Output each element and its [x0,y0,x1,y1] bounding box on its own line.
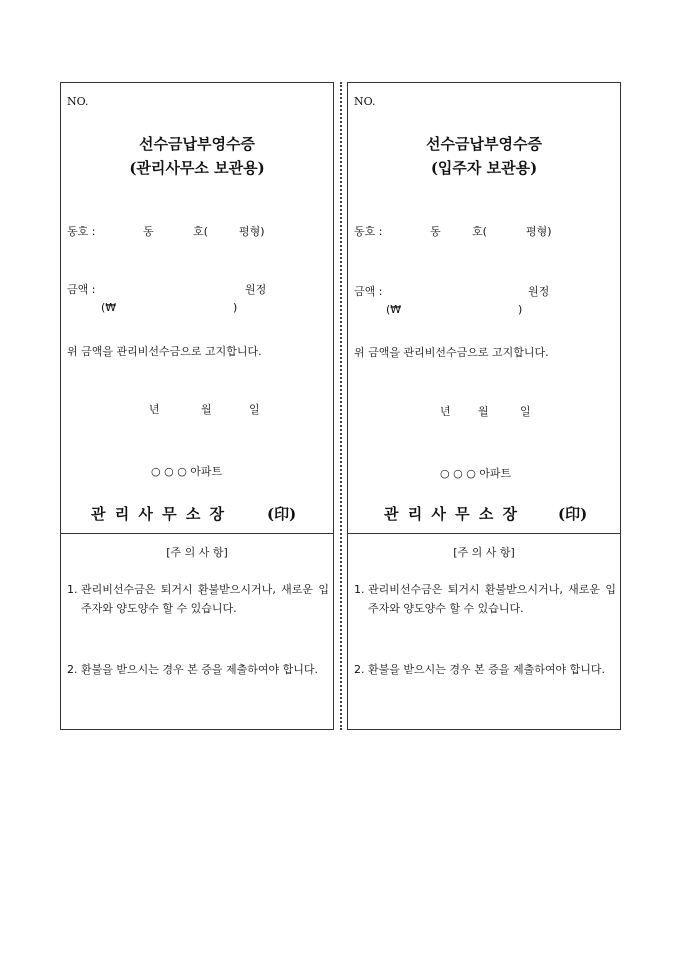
amount-label: 금액 : [67,283,96,296]
date-day: 일 [520,405,531,418]
manager-title: 관 리 사 무 소 장 [91,505,227,523]
ho-label: 호( [193,225,208,238]
date-year: 년 [440,405,451,418]
amount-label: 금액 : [354,285,383,298]
receipt-number-label: NO. [354,95,376,108]
area-label: 평형) [239,225,265,238]
receipt-body [348,83,620,533]
receipt-subtitle: (입주자 보관용) [430,159,538,177]
won-open: (₩ [101,301,117,314]
statement-text: 위 금액을 관리비선수금으로 고지합니다. [354,346,549,359]
date-month: 월 [201,403,212,416]
area-label: 평형) [526,225,552,238]
receipt-title: 선수금납부영수증 [426,135,542,153]
note-number: 2. [354,663,365,676]
notes-section [61,534,333,730]
won-open: (₩ [386,303,402,316]
date-day: 일 [249,403,260,416]
apartment-name: ○ ○ ○ 아파트 [151,465,223,478]
dong-label: 동 [143,225,154,238]
won-close: ) [518,303,523,316]
note-text: 관리비선수금은 퇴거시 환불받으시거나, 새로운 입주자와 양도양수 할 수 있습니다. [81,583,329,615]
note-number: 1. [354,583,365,596]
unit-label: 동호 : [354,225,383,238]
ho-label: 호( [472,225,487,238]
statement-text: 위 금액을 관리비선수금으로 고지합니다. [67,345,262,358]
notes-section [348,534,620,730]
note-item [354,580,616,618]
receipt-body [61,83,333,533]
amount-unit: 원정 [245,283,267,296]
date-month: 월 [478,405,489,418]
note-item [67,580,329,618]
notes-title: [주 의 사 항] [453,546,515,559]
apartment-name: ○ ○ ○ 아파트 [440,467,512,480]
note-item [67,660,329,679]
receipt-number-label: NO. [67,95,89,108]
date-year: 년 [149,403,160,416]
seal-mark: (印) [558,505,588,523]
note-item [354,660,616,679]
receipt-subtitle: (관리사무소 보관용) [129,159,265,177]
note-text: 환불을 받으시는 경우 본 증을 제출하여야 합니다. [81,663,318,676]
amount-unit: 원정 [528,285,550,298]
seal-mark: (印) [267,505,297,523]
receipt-title: 선수금납부영수증 [139,135,255,153]
note-text: 관리비선수금은 퇴거시 환불받으시거나, 새로운 입주자와 양도양수 할 수 있습니다. [368,583,616,615]
unit-label: 동호 : [67,225,96,238]
won-close: ) [233,301,238,314]
dong-label: 동 [430,225,441,238]
manager-title: 관 리 사 무 소 장 [384,505,520,523]
receipt-resident-copy [347,82,621,730]
receipt-office-copy [60,82,334,730]
note-text: 환불을 받으시는 경우 본 증을 제출하여야 합니다. [368,663,605,676]
cut-line [340,82,342,730]
note-number: 2. [67,663,78,676]
note-number: 1. [67,583,78,596]
notes-title: [주 의 사 항] [166,546,228,559]
